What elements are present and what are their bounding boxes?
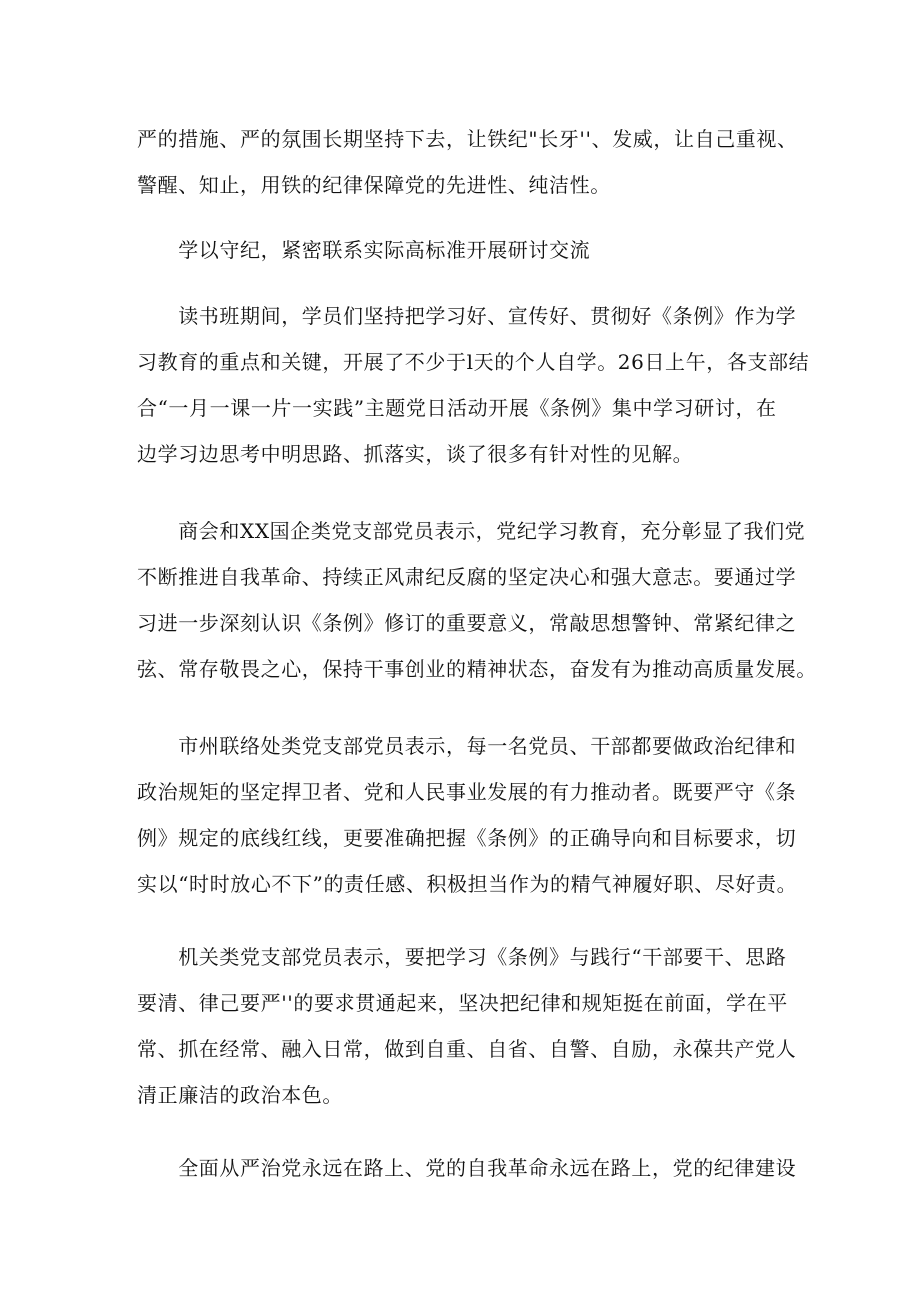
text-line: 读书班期间，学员们坚持把学习好、宣传好、贯彻好《条例》作为学 <box>137 304 797 328</box>
text-line: 警醒、知止，用铁的纪律保障党的先进性、纯洁性。 <box>137 173 611 197</box>
text-line: 习教育的重点和关键，开展了不少于l天的个人自学。26日上午，各支部结 <box>137 350 810 374</box>
text-line: 例》规定的底线红线，更要准确把握《条例》的正确导向和目标要求，切 <box>137 826 797 850</box>
text-line: 商会和XX国企类党支部党员表示，党纪学习教育，充分彰显了我们党 <box>137 519 806 543</box>
paragraph-4 <box>137 508 817 692</box>
text-line: 市州联络处类党支部党员表示，每一名党员、干部都要做政治纪律和 <box>137 734 797 758</box>
section-heading <box>137 227 797 273</box>
text-line: 边学习边思考中明思路、抓落实，谈了很多有针对性的见解。 <box>137 442 694 466</box>
text-line: 不断推进自我革命、持续正风肃纪反腐的坚定决心和强大意志。要通过学 <box>137 565 797 589</box>
text-line: 实以“时时放心不下”的责任感、积极担当作为的精气神履好职、尽好责。 <box>137 872 798 896</box>
paragraph-1 <box>137 116 797 208</box>
text-line: 合“一月一课一片一实践”主题党日活动开展《条例》集中学习研讨，在 <box>137 396 777 420</box>
text-line: 政治规矩的坚定捍卫者、党和人民事业发展的有力推动者。既要严守《条 <box>137 780 797 804</box>
paragraph-3 <box>137 293 810 477</box>
text-line: 弦、常存敬畏之心，保持干事创业的精神状态，奋发有为推动高质量发展。 <box>137 657 817 681</box>
text-line: 学以守纪，紧密联系实际高标准开展研讨交流 <box>137 238 591 262</box>
paragraph-7 <box>137 1145 797 1191</box>
text-line: 严的措施、严的氛围长期坚持下去，让铁纪"长牙''、发威，让自己重视、 <box>137 127 798 151</box>
paragraph-6 <box>137 934 797 1118</box>
text-line: 常、抓在经常、融入日常，做到自重、自省、自警、自励，永葆共产党人 <box>137 1037 797 1061</box>
text-line: 全面从严治党永远在路上、党的自我革命永远在路上，党的纪律建设 <box>137 1156 797 1180</box>
text-line: 习进一步深刻认识《条例》修订的重要意义，常敲思想警钟、常紧纪律之 <box>137 611 797 635</box>
text-line: 要清、律己要严''的要求贯通起来，坚决把纪律和规矩挺在前面，学在平 <box>137 991 788 1015</box>
paragraph-5 <box>137 723 797 907</box>
text-line: 清正廉洁的政治本色。 <box>137 1083 343 1107</box>
text-line: 机关类党支部党员表示，要把学习《条例》与践行“干部要干、思路 <box>137 945 787 969</box>
